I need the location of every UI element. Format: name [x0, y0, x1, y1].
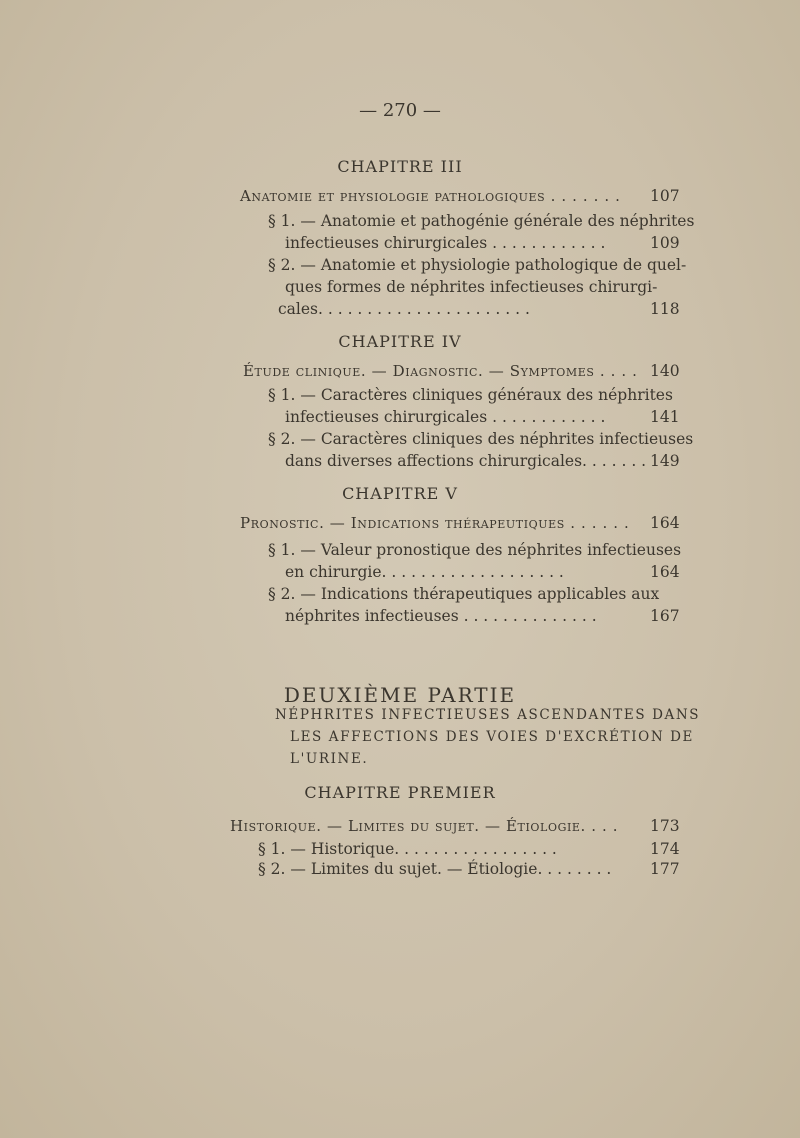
toc-section-line: § 1. — Caractères cliniques généraux des néphrites	[268, 386, 673, 404]
toc-entry	[0, 386, 800, 410]
part-2-subtitle: LES AFFECTIONS DES VOIES D'EXCRÉTION DE	[290, 729, 695, 745]
toc-page: 149	[650, 452, 680, 470]
toc-entry	[0, 585, 800, 609]
part-2-subtitle: L'URINE.	[290, 751, 369, 767]
toc-entry	[0, 860, 800, 884]
toc-section-line: ques formes de néphrites infectieuses chirurgi-	[285, 278, 658, 296]
page-number: — 270 —	[359, 100, 441, 121]
toc-page: 164	[650, 563, 680, 581]
toc-page: 167	[650, 607, 680, 625]
toc-page: 164	[650, 514, 680, 532]
toc-entry	[0, 300, 800, 324]
toc-page: 141	[650, 408, 680, 426]
toc-section-line: § 2. — Caractères cliniques des néphrites infectieuses	[268, 430, 694, 448]
part-2-subtitle: NÉPHRITES INFECTIEUSES ASCENDANTES DANS	[275, 707, 701, 723]
toc-page: 173	[650, 817, 680, 835]
toc-section-line: dans diverses affections chirurgicales. . . . . . .	[285, 452, 647, 470]
toc-section-line: néphrites infectieuses . . . . . . . . . . . . . .	[285, 607, 597, 625]
chapter-1-title: CHAPITRE PREMIER	[304, 783, 496, 802]
toc-section-line: § 2. — Indications thérapeutiques applicables aux	[268, 585, 660, 603]
toc-page: 177	[650, 860, 680, 878]
toc-entry	[0, 256, 800, 280]
toc-page: 107	[650, 187, 680, 205]
toc-entry	[0, 452, 800, 476]
toc-entry	[0, 563, 800, 587]
toc-entry	[0, 234, 800, 258]
toc-heading: Historique. — Limites du sujet. — Étiologie. . . .	[230, 817, 619, 835]
toc-entry	[0, 278, 800, 302]
toc-entry	[0, 607, 800, 631]
toc-page: 118	[650, 300, 680, 318]
toc-section-line: § 2. — Limites du sujet. — Étiologie. . . . . . . .	[258, 860, 612, 878]
toc-section-line: § 1. — Valeur pronostique des néphrites infectieuses	[268, 541, 682, 559]
chapter-3-title: CHAPITRE III	[337, 157, 463, 176]
toc-section-line: infectieuses chirurgicales . . . . . . . . . . . .	[285, 408, 606, 426]
toc-page: 140	[650, 362, 680, 380]
toc-entry	[0, 212, 800, 236]
toc-entry	[0, 514, 800, 538]
toc-heading: Pronostic. — Indications thérapeutiques . . . . . .	[240, 514, 630, 532]
toc-section-line: § 2. — Anatomie et physiologie pathologique de quel-	[268, 256, 687, 274]
toc-entry	[0, 541, 800, 565]
toc-heading: Anatomie et physiologie pathologiques . . . . . . .	[240, 187, 621, 205]
toc-entry	[0, 408, 800, 432]
toc-section-line: § 1. — Historique. . . . . . . . . . . . . . . . .	[258, 840, 557, 858]
part-2-title: DEUXIÈME PARTIE	[283, 683, 517, 707]
toc-section-line: cales. . . . . . . . . . . . . . . . . . . . . .	[278, 300, 530, 318]
toc-entry	[0, 430, 800, 454]
toc-page: 109	[650, 234, 680, 252]
toc-entry	[0, 187, 800, 211]
toc-section-line: en chirurgie. . . . . . . . . . . . . . . . . . .	[285, 563, 564, 581]
toc-page: 174	[650, 840, 680, 858]
toc-section-line: infectieuses chirurgicales . . . . . . . . . . . .	[285, 234, 606, 252]
toc-entry	[0, 362, 800, 386]
toc-entry	[0, 817, 800, 841]
chapter-5-title: CHAPITRE V	[342, 484, 458, 503]
toc-section-line: § 1. — Anatomie et pathogénie générale des néphrites	[268, 212, 695, 230]
toc-heading: Étude clinique. — Diagnostic. — Symptomes . . . .	[243, 362, 638, 380]
chapter-4-title: CHAPITRE IV	[338, 332, 462, 351]
